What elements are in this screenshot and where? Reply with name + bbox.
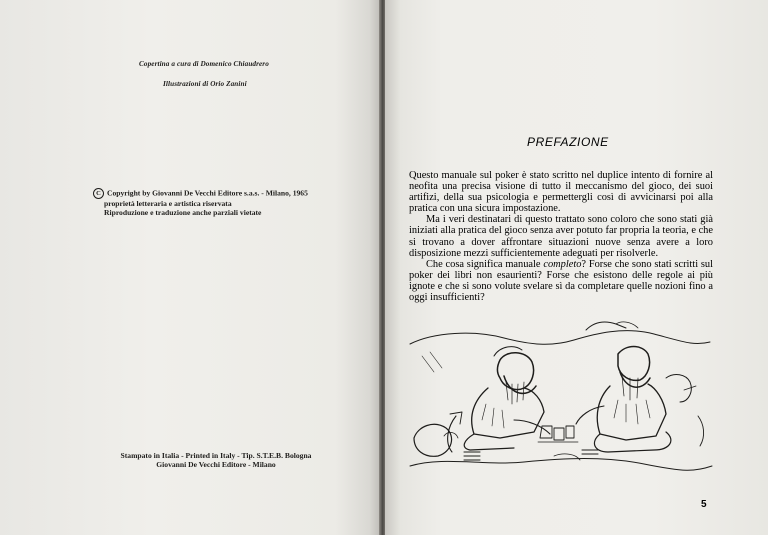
illustration-credit: Illustrazioni di Orio Zanini (163, 80, 247, 88)
paragraph-3-start: Che cosa significa manuale (426, 258, 544, 270)
page-title: PREFAZIONE (527, 135, 609, 149)
printer-block (103, 451, 329, 470)
printer-line-2: Giovanni De Vecchi Editore - Milano (156, 460, 276, 470)
poker-players-illustration (404, 316, 716, 482)
preface-text (409, 170, 713, 303)
paragraph-3 (409, 259, 713, 303)
paragraph-1: Questo manuale sul poker è stato scritto nel duplice intento di fornire al neofita una precisa visione di tutto il meccanismo del gioco, dei suoi artifizi, della sua psicologia e permettergli così di avvicinarsi poi alla pratica con una sicura impostazione. (409, 170, 713, 215)
paragraph-2: Ma i veri destinatari di questo trattato sono coloro che sono stati già iniziati alla pratica del gioco senza aver potuto far propria la teoria, e che si trovano a dover affrontare situazioni nuove senza avere a loro disposizione mezzi sufficientemente adeguati per risolverle. (409, 214, 713, 259)
page-number: 5 (701, 499, 707, 510)
copyright-line-2: proprietà letteraria e artistica riservata (104, 199, 232, 208)
cover-credit: Copertina a cura di Domenico Chiaudrero (139, 60, 269, 68)
copyright-line-1: Copyright by Giovanni De Vecchi Editore s.a.s. - Milano, 1965 (107, 188, 308, 198)
paragraph-3-emphasis: completo (543, 258, 582, 270)
copyright-line-3: Riproduzione e traduzione anche parziali vietate (104, 208, 262, 218)
left-page (0, 0, 381, 535)
copyright-block (93, 188, 308, 218)
paragraph-3-end: ? Forse che sono stati scritti sul poker dei libri non esaurienti? Forse che esistono delle regole ai più ignote e che si sono volute svelare sì da completare quelle nozioni fino a oggi insufficienti? (409, 258, 713, 304)
copyright-icon: C (93, 188, 104, 199)
printer-line-1: Stampato in Italia - Printed in Italy - Tip. S.T.E.B. Bologna (120, 451, 312, 460)
